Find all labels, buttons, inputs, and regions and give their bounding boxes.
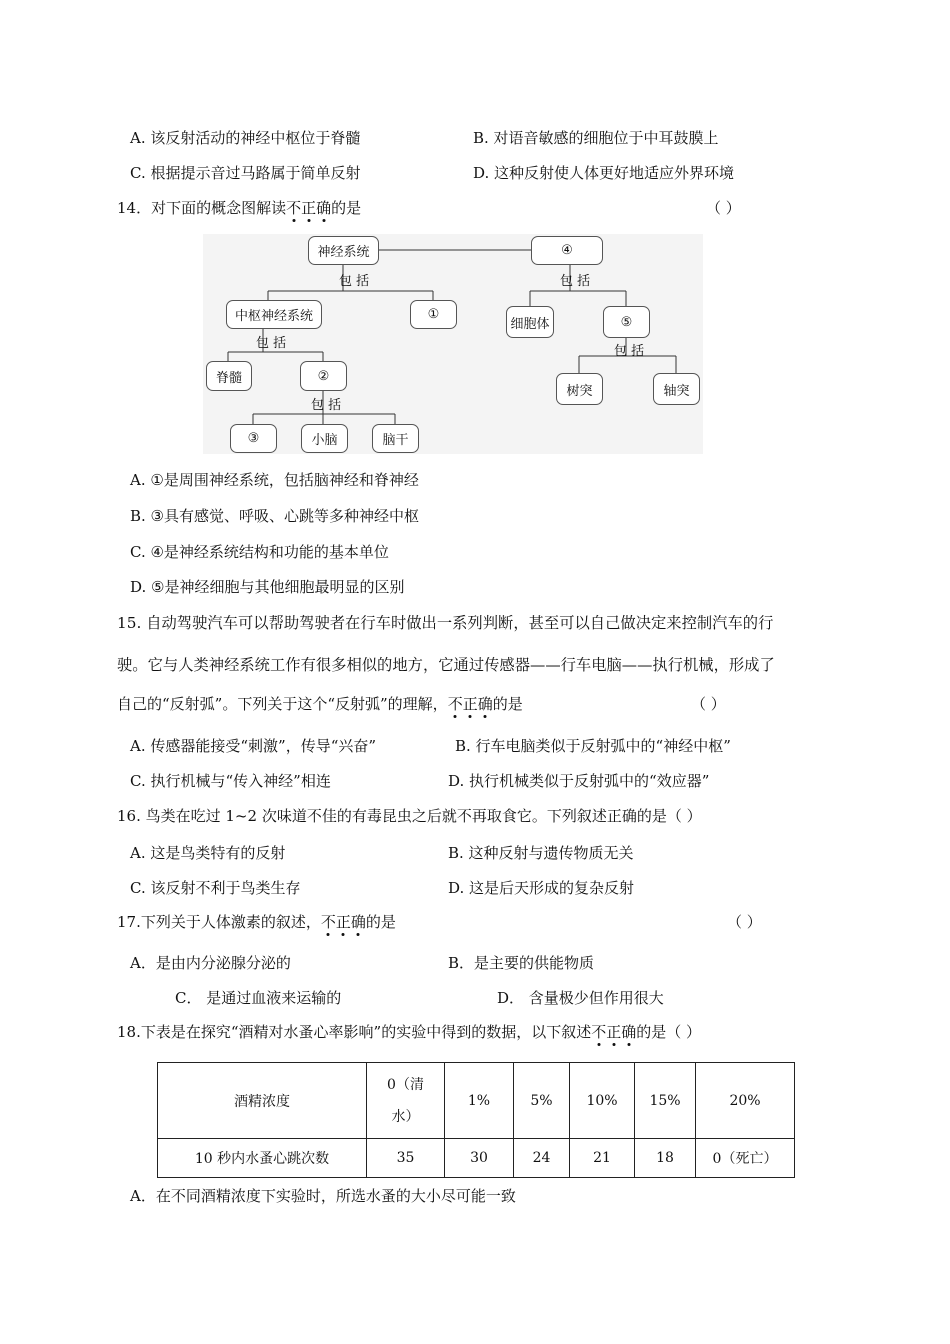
- table-header-heartbeats: 10 秒内水蚤心跳次数: [158, 1139, 367, 1178]
- q14-option-b: B. ③具有感觉、呼吸、心跳等多种神经中枢: [130, 507, 420, 525]
- q17-answer-paren: （ ）: [727, 913, 762, 931]
- q14-answer-paren: （ ）: [706, 199, 741, 217]
- table-cell: 35: [367, 1139, 445, 1178]
- q18-emph-char: 确: [621, 1023, 636, 1041]
- q14-stem: [117, 198, 361, 218]
- q15-stem-suffix: 的是: [492, 695, 523, 713]
- q15-stem-text: 自己的“反射弧”。下列关于这个“反射弧”的理解，: [117, 695, 448, 713]
- node-2: ②: [300, 361, 347, 391]
- q14-option-a: A. ①是周围神经系统，包括脑神经和脊神经: [130, 471, 419, 489]
- include-label: 包 括: [560, 274, 591, 289]
- q13-option-d: D. 这种反射使人体更好地适应外界环境: [473, 164, 735, 182]
- q14-emph-char: 不: [286, 199, 301, 217]
- q15-stem-line2: 驶。它与人类神经系统工作有很多相似的地方，它通过传感器——行车电脑——执行机械，形成了: [117, 656, 775, 674]
- q14-emph-char: 正: [301, 199, 316, 217]
- table-cell: 20%: [696, 1063, 795, 1139]
- q14-option-d: D. ⑤是神经细胞与其他细胞最明显的区别: [130, 578, 405, 596]
- include-label: 包 括: [256, 336, 287, 351]
- q14-stem-text: 14．对下面的概念图解读: [117, 199, 287, 217]
- q17-stem-text: 17.下列关于人体激素的叙述，: [117, 913, 321, 931]
- q15-emph-char: 正: [463, 695, 478, 713]
- table-row: [158, 1063, 795, 1139]
- q17-option-c: C． 是通过血液来运输的: [175, 989, 342, 1007]
- q16-option-a: A. 这是鸟类特有的反射: [130, 844, 286, 862]
- q14-option-c: C. ④是神经系统结构和功能的基本单位: [130, 543, 389, 561]
- q18-stem-suffix: 的是（ ）: [636, 1023, 702, 1041]
- table-row: [158, 1139, 795, 1178]
- node-spinal-cord: 脊髓: [206, 361, 252, 391]
- q13-option-a: A. 该反射活动的神经中枢位于脊髓: [130, 129, 361, 147]
- q17-option-b: B．是主要的供能物质: [448, 954, 595, 972]
- q16-option-c: C. 该反射不利于鸟类生存: [130, 879, 301, 897]
- alcohol-heart-rate-table: [157, 1062, 795, 1178]
- node-3: ③: [230, 424, 277, 453]
- node-central-nervous-system: 中枢神经系统: [226, 300, 322, 329]
- q16-option-b: B. 这种反射与遗传物质无关: [448, 844, 634, 862]
- q13-option-c: C. 根据提示音过马路属于简单反射: [130, 164, 361, 182]
- node-cell-body: 细胞体: [506, 306, 554, 338]
- concept-diagram: [203, 234, 703, 454]
- node-5: ⑤: [603, 306, 650, 338]
- q17-option-d: D． 含量极少但作用很大: [497, 989, 664, 1007]
- q15-emph-char: 不: [448, 695, 463, 713]
- q14-emph-char: 确: [316, 199, 331, 217]
- q18-stem-text: 18.下表是在探究“酒精对水蚤心率影响”的实验中得到的数据，以下叙述: [117, 1023, 592, 1041]
- node-1: ①: [410, 300, 457, 329]
- table-cell-zero-water: 0（清 水）: [367, 1063, 445, 1139]
- q14-stem-suffix: 的是: [331, 199, 362, 217]
- q18-emph-char: 正: [606, 1023, 621, 1041]
- q13-option-b: B. 对语音敏感的细胞位于中耳鼓膜上: [473, 129, 719, 147]
- table-cell: 15%: [635, 1063, 696, 1139]
- q15-option-c: C. 执行机械与“传入神经”相连: [130, 772, 331, 790]
- q15-option-d: D. 执行机械类似于反射弧中的“效应器”: [448, 772, 710, 790]
- q18-stem: [117, 1022, 701, 1042]
- q15-stem-line3: [117, 694, 523, 714]
- include-label: 包 括: [614, 344, 645, 359]
- node-nervous-system: 神经系统: [308, 236, 379, 265]
- include-label: 包 括: [311, 398, 342, 413]
- q16-stem: 16. 鸟类在吃过 1~2 次味道不佳的有毒昆虫之后就不再取食它。下列叙述正确的是（ ）: [117, 807, 702, 825]
- q17-stem-suffix: 的是: [365, 913, 396, 931]
- table-cell: 24: [514, 1139, 570, 1178]
- table-cell: 10%: [570, 1063, 635, 1139]
- q16-option-d: D. 这是后天形成的复杂反射: [448, 879, 635, 897]
- q17-emph-char: 正: [336, 913, 351, 931]
- q17-stem: [117, 912, 396, 932]
- node-brainstem: 脑干: [372, 424, 419, 453]
- q17-emph-char: 不: [321, 913, 336, 931]
- q18-emph-char: 不: [591, 1023, 606, 1041]
- q15-option-a: A. 传感器能接受“刺激”，传导“兴奋”: [130, 737, 377, 755]
- q15-option-b: B. 行车电脑类似于反射弧中的“神经中枢”: [455, 737, 731, 755]
- table-cell: 0（死亡）: [696, 1139, 795, 1178]
- q17-emph-char: 确: [351, 913, 366, 931]
- node-axon: 轴突: [653, 373, 700, 405]
- table-cell: 1%: [445, 1063, 514, 1139]
- q17-option-a: A．是由内分泌腺分泌的: [130, 954, 291, 972]
- table-cell: 30: [445, 1139, 514, 1178]
- node-4: ④: [531, 236, 603, 265]
- q15-answer-paren: （ ）: [691, 695, 726, 713]
- table-header-alcohol-concentration: 酒精浓度: [158, 1063, 367, 1139]
- node-cerebellum: 小脑: [301, 424, 348, 453]
- table-cell: 18: [635, 1139, 696, 1178]
- q18-option-a: A．在不同酒精浓度下实验时，所选水蚤的大小尽可能一致: [130, 1187, 516, 1205]
- q15-stem-line1: 15. 自动驾驶汽车可以帮助驾驶者在行车时做出一系列判断，甚至可以自己做决定来控制汽车的行: [117, 614, 774, 632]
- include-label: 包 括: [339, 274, 370, 289]
- node-dendrite: 树突: [556, 373, 603, 405]
- table-cell: 21: [570, 1139, 635, 1178]
- q15-emph-char: 确: [478, 695, 493, 713]
- table-cell: 5%: [514, 1063, 570, 1139]
